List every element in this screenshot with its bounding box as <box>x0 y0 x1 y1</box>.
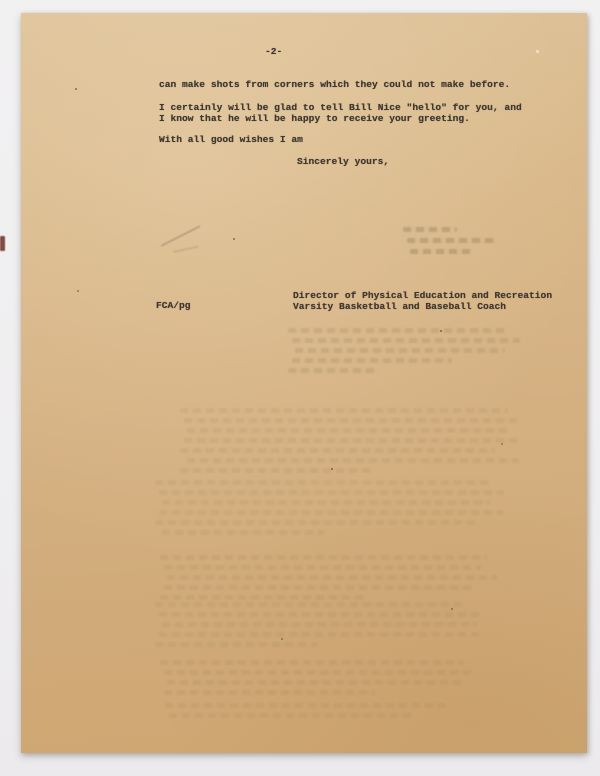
paper-speck <box>281 638 283 640</box>
body-line-2: I certainly will be glad to tell Bill Nice "hello" for you, and <box>159 102 522 113</box>
bleedthrough-paragraph <box>180 408 515 478</box>
signature-title-line-1: Director of Physical Education and Recreation <box>293 290 553 301</box>
bleedthrough-line <box>164 565 481 570</box>
bleedthrough-line <box>165 703 446 708</box>
bleedthrough-line <box>167 680 462 685</box>
bleedthrough-line <box>180 448 495 453</box>
bleedthrough-line <box>162 622 477 627</box>
bleedthrough-line <box>159 490 504 495</box>
typist-initials: FCA/pg <box>156 300 191 311</box>
faint-scribble-mark <box>161 225 201 247</box>
bleedthrough-line <box>288 328 507 333</box>
bleedthrough-line <box>292 358 452 363</box>
bleedthrough-line <box>288 368 379 373</box>
bleedthrough-paragraph <box>155 602 480 652</box>
bleedthrough-line <box>292 338 520 343</box>
bleedthrough-line <box>184 418 519 423</box>
bleedthrough-paragraph <box>165 703 455 723</box>
bleedthrough-line <box>159 510 504 515</box>
signature-title-line-2: Varsity Basketball and Baseball Coach <box>293 301 507 312</box>
bleedthrough-line <box>407 238 497 243</box>
body-line-1: can make shots from corners which they could not make before. <box>159 79 511 90</box>
bleedthrough-paragraph <box>288 328 516 378</box>
bleedthrough-line <box>155 602 467 607</box>
bleedthrough-line <box>295 348 505 353</box>
paper-speck <box>451 608 453 610</box>
bleedthrough-line <box>155 480 490 485</box>
bleedthrough-paragraph <box>160 555 490 605</box>
faint-scribble-mark-2 <box>173 246 199 253</box>
body-line-4: With all good wishes I am <box>159 134 303 145</box>
bleedthrough-line <box>180 468 374 473</box>
paper-speck <box>75 88 77 90</box>
bleedthrough-line <box>162 500 490 505</box>
bleedthrough-line <box>187 458 519 463</box>
body-line-3: I know that he will be happy to receive your greeting. <box>159 112 470 124</box>
paper-speck <box>440 330 442 332</box>
paper-speck <box>501 443 503 445</box>
bleedthrough-line <box>159 612 484 617</box>
bleedthrough-line <box>164 690 375 695</box>
bleedthrough-line <box>169 713 413 718</box>
bleedthrough-line <box>180 408 508 413</box>
bleedthrough-line <box>164 670 474 675</box>
bleedthrough-paragraph <box>155 480 500 540</box>
page-number: -2- <box>265 46 283 57</box>
paper-speck <box>331 468 333 470</box>
bleedthrough-line <box>410 249 472 254</box>
paper-speck-light <box>536 50 539 53</box>
bleedthrough-line <box>167 575 497 580</box>
red-edge-mark <box>0 236 5 251</box>
bleedthrough-line <box>155 520 476 525</box>
bleedthrough-line <box>159 632 481 637</box>
bleedthrough-line <box>187 428 509 433</box>
scanned-letter-page <box>21 13 587 753</box>
bleedthrough-paragraph <box>160 660 470 700</box>
paper-speck <box>77 290 79 292</box>
bleedthrough-line <box>160 660 464 665</box>
bleedthrough-address-block <box>403 227 497 260</box>
bleedthrough-line <box>160 555 487 560</box>
bleedthrough-line <box>403 227 457 232</box>
bleedthrough-line <box>164 585 474 590</box>
bleedthrough-line <box>162 530 324 535</box>
bleedthrough-line <box>160 595 365 600</box>
paper-speck <box>233 238 235 240</box>
bleedthrough-line <box>155 642 318 647</box>
closing-line: Sincerely yours, <box>297 156 390 167</box>
bleedthrough-line <box>184 438 519 443</box>
